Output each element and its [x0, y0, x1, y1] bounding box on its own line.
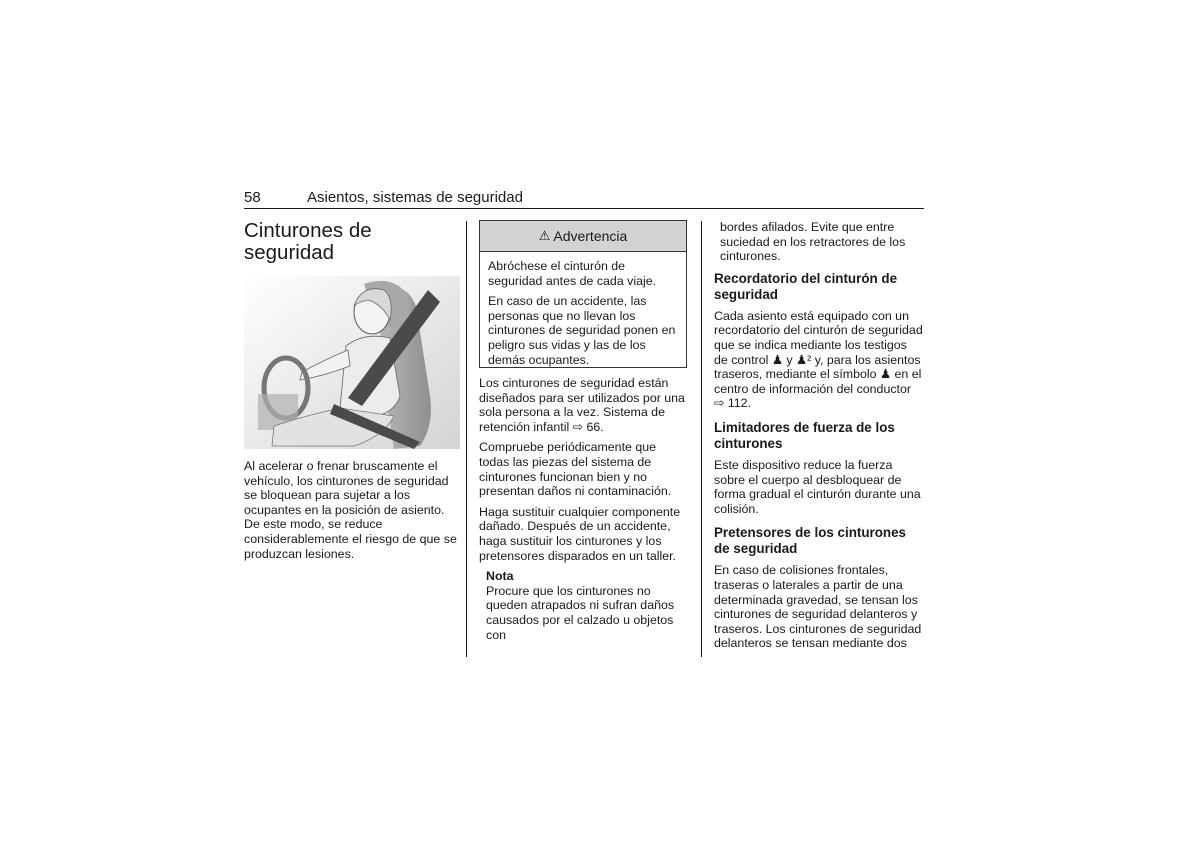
section-heading: Cinturones de seguridad: [244, 219, 372, 264]
body-paragraph: Compruebe periódicamente que todas las piezas del sistema de cinturones funcionan bien y no presentan daños ni contaminación.: [479, 440, 672, 499]
warning-triangle-icon: ⚠: [538, 228, 551, 243]
body-paragraph: Este dispositivo reduce la fuerza sobre el cuerpo al desbloquear de forma gradual el cinturón durante una colisión.: [714, 457, 921, 516]
seatbelt-driver-illustration-icon: [244, 276, 460, 449]
header-title: Asientos, sistemas de seguridad: [307, 189, 523, 206]
body-paragraph: En caso de colisiones frontales, traseras o laterales a partir de una determinada gravedad, se tensan los cinturones de seguridad delanteros y traseros. Los cinturones de seguridad delanteros se tensan mediante dos: [714, 563, 922, 651]
subheading-pretensioners: Pretensores de los cinturones de seguridad: [714, 525, 906, 557]
body-paragraph: Haga sustituir cualquier componente dañado. Después de un accidente, haga sustituir los cinturones y los pretensores disparados en un taller.: [479, 504, 681, 563]
continued-note-text: bordes afilados. Evite que entre suciedad en los retractores de los cinturones.: [720, 220, 906, 264]
warning-paragraph: Abróchese el cinturón de seguridad antes de cada viaje.: [488, 259, 657, 288]
note-label: Nota: [486, 569, 514, 584]
column-divider-2: [701, 221, 702, 657]
warning-header: [480, 221, 686, 252]
body-paragraph: Los cinturones de seguridad están diseñados para ser utilizados por una sola persona a la vez. Sistema de retención infantil ⇨ 66.: [479, 376, 685, 434]
subheading-force-limiters: Limitadores de fuerza de los cinturones: [714, 419, 895, 451]
warning-paragraph: En caso de un accidente, las personas que no llevan los cinturones de seguridad ponen en peligro sus vidas y las de los demás ocupantes.: [488, 294, 676, 367]
warning-box: [479, 220, 687, 368]
subheading-reminder: Recordatorio del cinturón de seguridad: [714, 270, 898, 302]
page-number: 58: [244, 189, 261, 206]
header-rule: [244, 208, 924, 209]
column-divider-1: [466, 221, 467, 657]
intro-paragraph: Al acelerar o frenar bruscamente el vehículo, los cinturones de seguridad se bloquean para sujetar a los ocupantes en la posición de asiento. De este modo, se reduce considerablemente el riesgo de que se produzcan lesiones.: [244, 459, 457, 561]
note-text: Procure que los cinturones no queden atrapados ni sufran daños causados por el calzado u objetos con: [486, 583, 675, 642]
warning-title: Advertencia: [553, 228, 628, 244]
body-paragraph: Cada asiento está equipado con un recordatorio del cinturón de seguridad que se indica mediante los testigos de control ♟ y ♟² y, para los asientos traseros, mediante el símbolo ♟ en el centro de información del conductor ⇨ 112.: [714, 308, 923, 411]
